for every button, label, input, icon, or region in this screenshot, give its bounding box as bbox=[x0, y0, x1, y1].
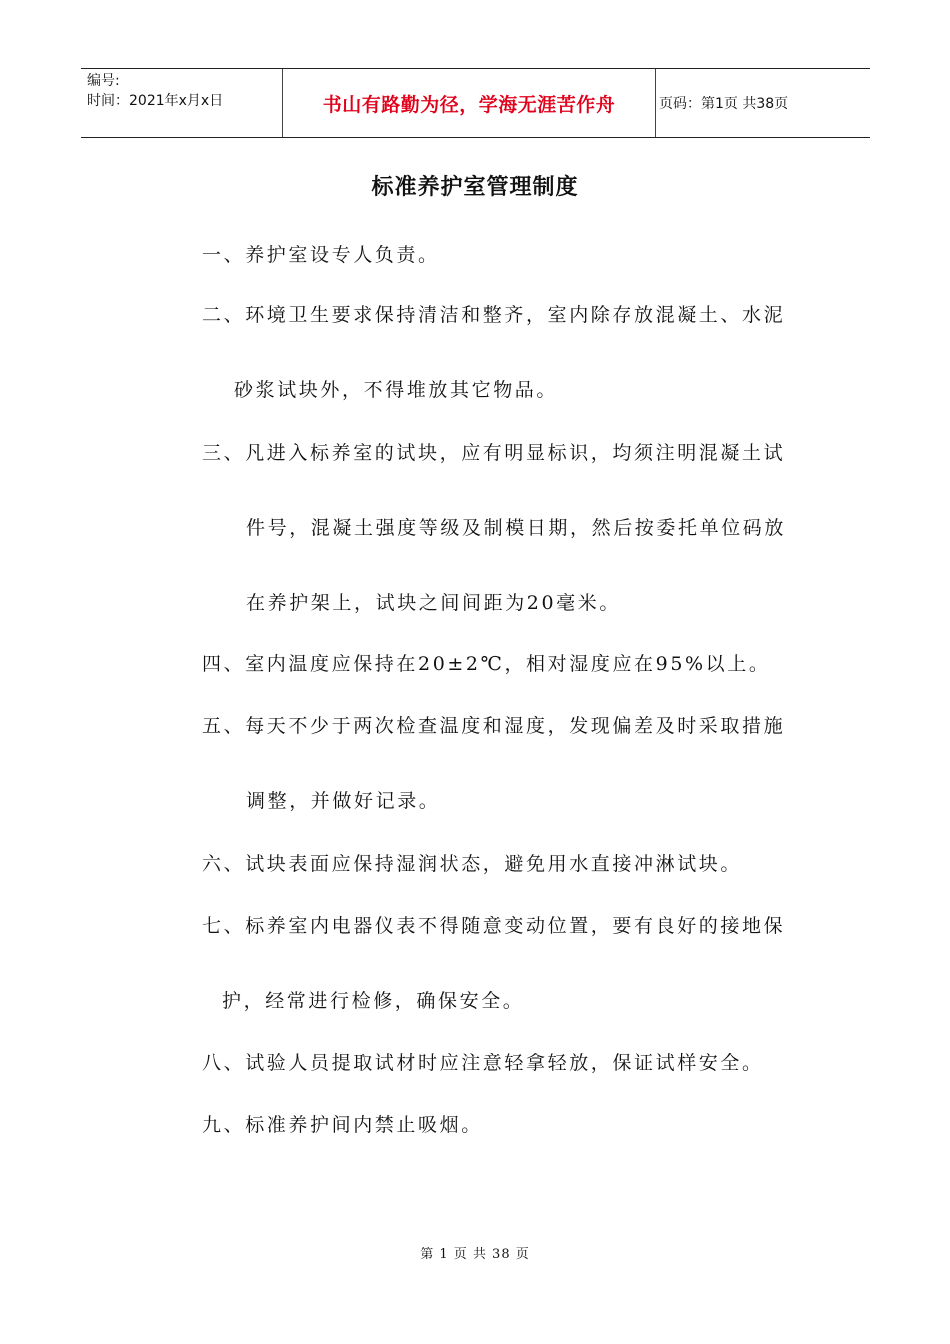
rule-line-continuation: 砂浆试块外，不得堆放其它物品。 bbox=[234, 379, 559, 401]
header-page-info: 页码：第1页 共38页 bbox=[659, 96, 789, 112]
rule-line: 二、环境卫生要求保持清洁和整齐，室内除存放混凝土、水泥 bbox=[202, 304, 786, 326]
rule-line: 七、标养室内电器仪表不得随意变动位置，要有良好的接地保 bbox=[202, 915, 786, 937]
document-title: 标准养护室管理制度 bbox=[371, 174, 579, 200]
rule-line: 五、每天不少于两次检查温度和湿度，发现偏差及时采取措施 bbox=[202, 715, 786, 737]
document-header bbox=[81, 68, 870, 138]
rule-line: 八、试验人员提取试材时应注意轻拿轻放，保证试样安全。 bbox=[202, 1052, 764, 1074]
rule-line-continuation: 护，经常进行检修，确保安全。 bbox=[222, 990, 525, 1012]
rule-line: 三、凡进入标养室的试块，应有明显标识，均须注明混凝土试 bbox=[202, 442, 786, 464]
rule-line: 六、试块表面应保持湿润状态，避免用水直接冲淋试块。 bbox=[202, 853, 743, 875]
rule-line: 四、室内温度应保持在20±2℃，相对湿度应在95%以上。 bbox=[202, 653, 771, 675]
rule-line-continuation: 件号，混凝土强度等级及制模日期，然后按委托单位码放 bbox=[246, 517, 787, 539]
header-left-cell bbox=[87, 71, 279, 111]
header-divider bbox=[655, 69, 656, 137]
rule-line-continuation: 在养护架上，试块之间间距为20毫米。 bbox=[246, 592, 621, 614]
rule-line-continuation: 调整，并做好记录。 bbox=[246, 790, 441, 812]
header-motto: 书山有路勤为径，学海无涯苦作舟 bbox=[322, 93, 616, 116]
rule-line: 九、标准养护间内禁止吸烟。 bbox=[202, 1114, 483, 1136]
time-label: 时间：2021年x月x日 bbox=[87, 93, 224, 109]
rule-line: 一、养护室设专人负责。 bbox=[202, 244, 440, 266]
page-footer: 第 1 页 共 38 页 bbox=[420, 1247, 530, 1262]
number-label: 编号: bbox=[87, 73, 120, 89]
